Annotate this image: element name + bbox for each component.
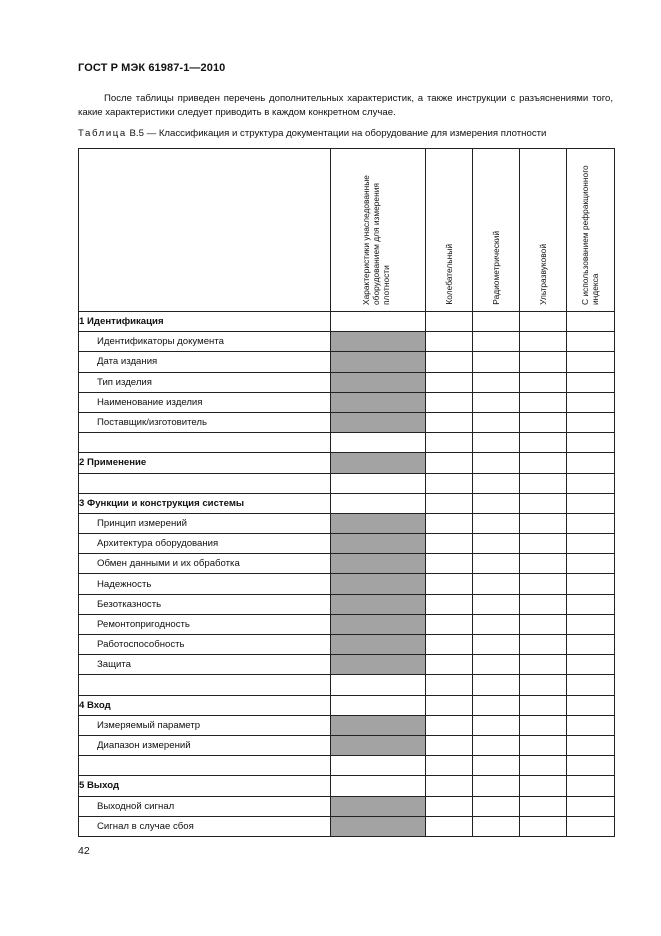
shaded-cell <box>331 614 426 634</box>
column-header-label: Ультразвуковой <box>538 244 548 305</box>
section-label: 1 Идентификация <box>79 312 331 332</box>
item-label: Поставщик/изготовитель <box>79 412 331 432</box>
shaded-cell <box>331 594 426 614</box>
table-cell <box>567 453 615 473</box>
table-cell <box>473 433 520 453</box>
table-row <box>79 392 615 412</box>
table-cell <box>520 635 567 655</box>
item-label: Безотказность <box>79 594 331 614</box>
table-cell <box>567 392 615 412</box>
item-label: Надежность <box>79 574 331 594</box>
shaded-cell <box>331 554 426 574</box>
table-row <box>79 594 615 614</box>
column-header-label: Колебательный <box>444 244 454 305</box>
table-cell <box>520 372 567 392</box>
item-label: Диапазон измерений <box>79 735 331 755</box>
table-cell <box>426 412 473 432</box>
table-cell <box>473 735 520 755</box>
intro-paragraph: После таблицы приведен перечень дополнительных характеристик, а также инструкции с разъяснениями того, какие характеристики следует приводить в каждом конкретном случае. <box>78 93 613 118</box>
table-cell <box>567 715 615 735</box>
table-cell <box>567 534 615 554</box>
table-cell <box>426 493 473 513</box>
table-cell <box>473 352 520 372</box>
table-cell <box>473 412 520 432</box>
table-row <box>79 534 615 554</box>
table-cell <box>426 352 473 372</box>
table-row <box>79 453 615 473</box>
classification-table <box>78 148 615 837</box>
column-header-vibrating <box>426 149 473 312</box>
table-cell <box>567 594 615 614</box>
shaded-cell <box>331 796 426 816</box>
table-row <box>79 372 615 392</box>
table-cell <box>567 776 615 796</box>
table-cell <box>567 332 615 352</box>
item-label: Измеряемый параметр <box>79 715 331 735</box>
table-cell <box>567 372 615 392</box>
table-cell <box>426 453 473 473</box>
table-cell <box>331 675 426 695</box>
table-cell <box>473 796 520 816</box>
shaded-cell <box>331 392 426 412</box>
page-number: 42 <box>78 845 90 857</box>
table-cell <box>331 433 426 453</box>
blank-label <box>79 473 331 493</box>
section-label: 2 Применение <box>79 453 331 473</box>
document-header: ГОСТ Р МЭК 61987-1—2010 <box>78 62 226 74</box>
table-cell <box>520 412 567 432</box>
table-cell <box>567 513 615 533</box>
table-cell <box>520 614 567 634</box>
shaded-cell <box>331 655 426 675</box>
table-cell <box>426 312 473 332</box>
table-cell <box>473 392 520 412</box>
table-cell <box>426 776 473 796</box>
table-cell <box>473 453 520 473</box>
blank-label <box>79 756 331 776</box>
table-cell <box>520 675 567 695</box>
table-cell <box>567 796 615 816</box>
table-cell <box>567 473 615 493</box>
table-row <box>79 695 615 715</box>
table-cell <box>520 735 567 755</box>
table-cell <box>426 372 473 392</box>
shaded-cell <box>331 635 426 655</box>
table-row <box>79 735 615 755</box>
table-cell <box>567 675 615 695</box>
shaded-cell <box>331 352 426 372</box>
table-cell <box>426 715 473 735</box>
table-cell <box>520 554 567 574</box>
table-cell <box>520 433 567 453</box>
item-label: Дата издания <box>79 352 331 372</box>
table-cell <box>520 776 567 796</box>
table-cell <box>473 816 520 836</box>
table-row <box>79 473 615 493</box>
table-cell <box>426 675 473 695</box>
table-row <box>79 655 615 675</box>
table-cell <box>331 493 426 513</box>
section-label: 5 Выход <box>79 776 331 796</box>
table-cell <box>331 776 426 796</box>
table-cell <box>520 756 567 776</box>
item-label: Выходной сигнал <box>79 796 331 816</box>
table-cell <box>473 695 520 715</box>
table-cell <box>473 574 520 594</box>
shaded-cell <box>331 735 426 755</box>
table-cell <box>426 574 473 594</box>
table-cell <box>473 534 520 554</box>
table-cell <box>520 473 567 493</box>
table-row <box>79 574 615 594</box>
table-cell <box>567 412 615 432</box>
table-row <box>79 312 615 332</box>
table-cell <box>520 534 567 554</box>
table-cell <box>426 473 473 493</box>
shaded-cell <box>331 574 426 594</box>
column-header-label: С использованием рефракционного индекса <box>579 165 600 305</box>
table-row <box>79 796 615 816</box>
table-cell <box>473 756 520 776</box>
table-cell <box>567 352 615 372</box>
table-cell <box>426 392 473 412</box>
table-cell <box>520 513 567 533</box>
table-cell <box>567 554 615 574</box>
table-row <box>79 776 615 796</box>
table-cell <box>567 614 615 634</box>
table-header-row <box>79 149 615 312</box>
table-cell <box>520 594 567 614</box>
table-cell <box>331 695 426 715</box>
blank-label <box>79 675 331 695</box>
table-cell <box>473 614 520 634</box>
column-header-label: Радиометрический <box>491 231 501 305</box>
table-row <box>79 493 615 513</box>
table-cell <box>520 574 567 594</box>
column-header-refractive <box>567 149 615 312</box>
table-cell <box>426 513 473 533</box>
table-row <box>79 554 615 574</box>
table-row <box>79 433 615 453</box>
table-cell <box>473 332 520 352</box>
table-cell <box>520 453 567 473</box>
item-label: Защита <box>79 655 331 675</box>
table-caption <box>78 128 618 139</box>
table-cell <box>426 534 473 554</box>
shaded-cell <box>331 372 426 392</box>
table-caption-number: В.5 <box>129 128 144 139</box>
shaded-cell <box>331 715 426 735</box>
table-cell <box>520 655 567 675</box>
table-cell <box>473 776 520 796</box>
table-cell <box>473 715 520 735</box>
table-cell <box>520 332 567 352</box>
table-row <box>79 635 615 655</box>
table-row <box>79 816 615 836</box>
table-cell <box>473 473 520 493</box>
table-cell <box>473 594 520 614</box>
item-label: Работоспособность <box>79 635 331 655</box>
column-header-ultrasonic <box>520 149 567 312</box>
shaded-cell <box>331 453 426 473</box>
table-cell <box>567 635 615 655</box>
table-cell <box>426 635 473 655</box>
table-cell <box>426 554 473 574</box>
table-cell <box>426 594 473 614</box>
item-label: Сигнал в случае сбоя <box>79 816 331 836</box>
item-label: Архитектура оборудования <box>79 534 331 554</box>
table-cell <box>426 756 473 776</box>
table-cell <box>520 715 567 735</box>
shaded-cell <box>331 412 426 432</box>
table-cell <box>567 312 615 332</box>
table-body <box>79 312 615 837</box>
column-header-radiometric <box>473 149 520 312</box>
table-cell <box>520 796 567 816</box>
section-label: 4 Вход <box>79 695 331 715</box>
table-cell <box>331 756 426 776</box>
table-cell <box>567 816 615 836</box>
table-cell <box>520 392 567 412</box>
item-label: Идентификаторы документа <box>79 332 331 352</box>
item-label: Обмен данными и их обработка <box>79 554 331 574</box>
table-cell <box>567 655 615 675</box>
item-label: Принцип измерений <box>79 513 331 533</box>
shaded-cell <box>331 513 426 533</box>
table-row <box>79 352 615 372</box>
table-cell <box>473 655 520 675</box>
column-header-inherited <box>331 149 426 312</box>
table-row <box>79 756 615 776</box>
shaded-cell <box>331 534 426 554</box>
table-cell <box>426 816 473 836</box>
table-cell <box>567 493 615 513</box>
table-cell <box>426 433 473 453</box>
table-cell <box>331 312 426 332</box>
table-cell <box>331 473 426 493</box>
item-label: Наименование изделия <box>79 392 331 412</box>
table-cell <box>567 433 615 453</box>
blank-label <box>79 433 331 453</box>
table-row <box>79 513 615 533</box>
table-row <box>79 332 615 352</box>
table-cell <box>473 312 520 332</box>
table-cell <box>426 796 473 816</box>
table-cell <box>520 493 567 513</box>
table-cell <box>473 675 520 695</box>
table-caption-text: — Классификация и структура документации на оборудование для измерения плотности <box>143 128 547 139</box>
table-row <box>79 412 615 432</box>
table-cell <box>473 554 520 574</box>
table-cell <box>426 614 473 634</box>
table-cell <box>567 756 615 776</box>
item-label: Тип изделия <box>79 372 331 392</box>
table-cell <box>520 695 567 715</box>
table-cell <box>520 816 567 836</box>
table-cell <box>426 332 473 352</box>
table-row <box>79 675 615 695</box>
table-cell <box>426 735 473 755</box>
table-cell <box>426 695 473 715</box>
table-cell <box>473 635 520 655</box>
table-row <box>79 614 615 634</box>
table-cell <box>473 493 520 513</box>
column-header-label: Характеристики унаследованные оборудованием для измерения плотности <box>361 175 391 305</box>
table-row <box>79 715 615 735</box>
shaded-cell <box>331 816 426 836</box>
item-label: Ремонтопригодность <box>79 614 331 634</box>
table-cell <box>567 695 615 715</box>
table-cell <box>567 574 615 594</box>
table-cell <box>473 372 520 392</box>
table-cell <box>520 312 567 332</box>
header-empty-cell <box>79 149 331 312</box>
table-cell <box>567 735 615 755</box>
shaded-cell <box>331 332 426 352</box>
table-cell <box>473 513 520 533</box>
table-cell <box>520 352 567 372</box>
table-cell <box>426 655 473 675</box>
section-label: 3 Функции и конструкция системы <box>79 493 331 513</box>
table-caption-prefix: Таблица <box>78 128 127 139</box>
